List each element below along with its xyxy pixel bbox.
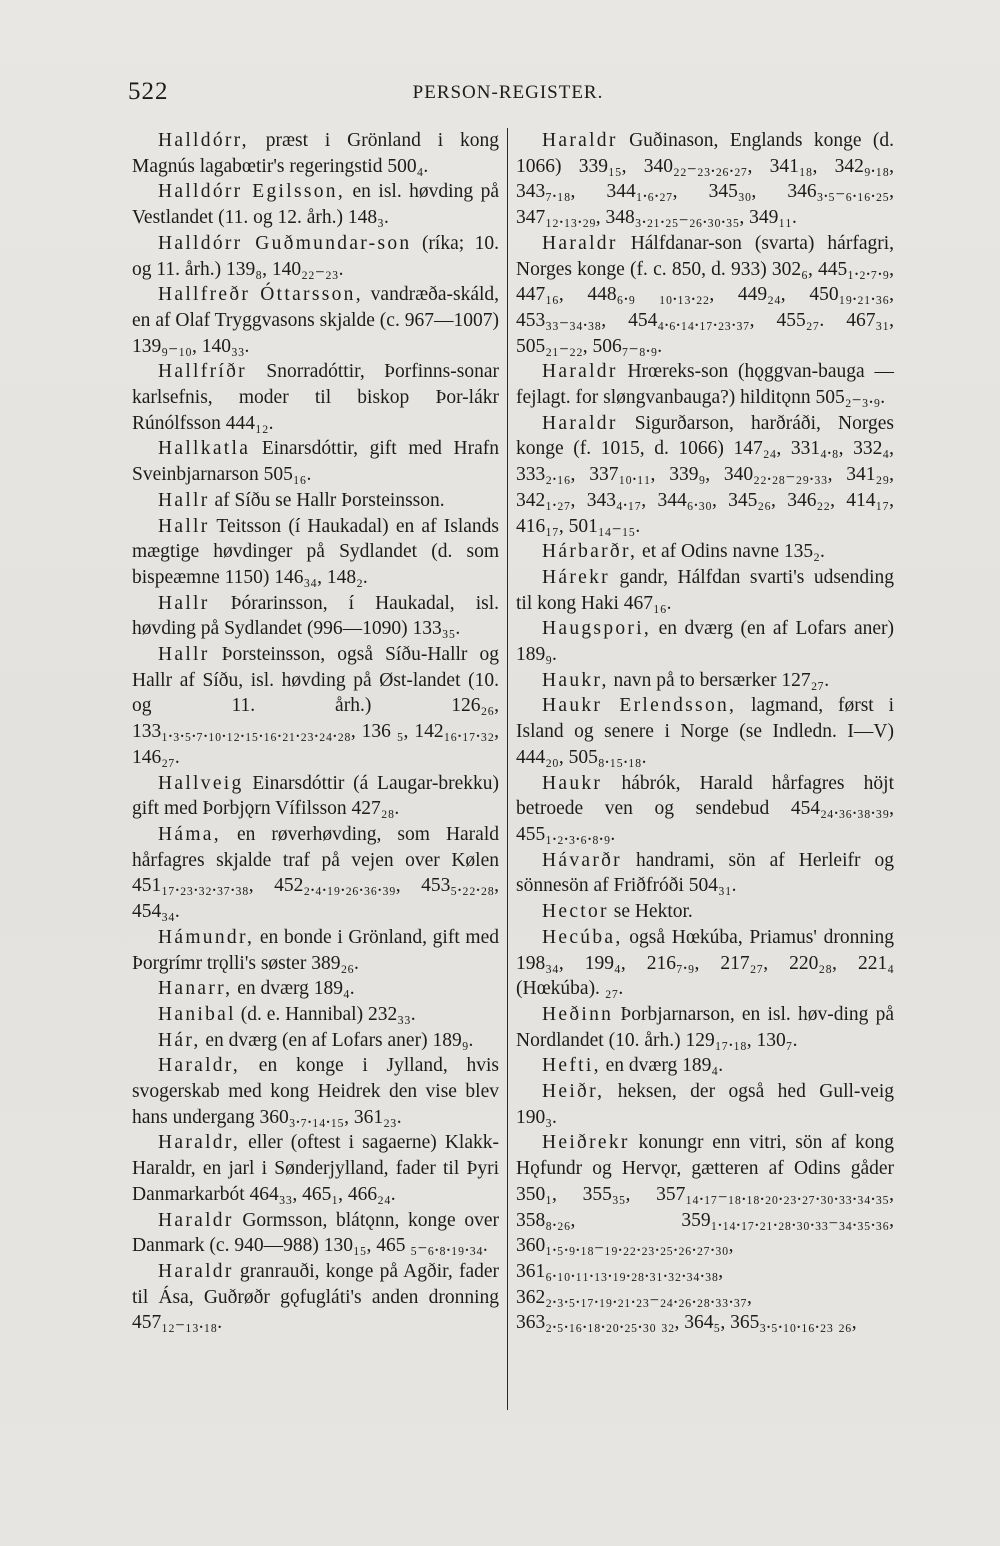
entry-text: (ríka; 10. og 11. årh.) 139₈, 140₂₂₋₂₃. bbox=[132, 232, 499, 280]
register-entry bbox=[132, 1002, 499, 1028]
entry-text: også Hœkúba, Priamus' dronning 198₃₄, 199₄, 216₇.₉, 217₂₇, 220₂₈, 221₄ (Hœkúba). ₂₇. bbox=[516, 926, 894, 1000]
entry-name: Haraldr bbox=[542, 361, 618, 383]
entry-name: Haukr Erlendsson, bbox=[542, 695, 737, 717]
register-entry bbox=[516, 1079, 894, 1130]
entry-name: Haraldr, bbox=[158, 1132, 241, 1154]
running-head: PERSON-REGISTER. bbox=[412, 82, 604, 103]
entry-text: lagmand, først i Island og senere i Norge (se Indledn. I—V) 444₂₀, 505₈.₁₅.₁₈. bbox=[516, 695, 894, 768]
register-entry bbox=[516, 539, 894, 565]
register-entry bbox=[132, 1259, 499, 1336]
entry-name: Hecúba, bbox=[542, 926, 623, 948]
entry-name: Hallfríðr bbox=[158, 361, 247, 383]
entry-text: en bonde i Grönland, gift med Þorgrímr trǫlli's søster 389₂₆. bbox=[132, 926, 500, 974]
entry-name: Háma, bbox=[158, 823, 221, 845]
register-entry bbox=[516, 848, 894, 899]
entry-text: Einarsdóttir, gift med Hrafn Sveinbjarnarson 505₁₆. bbox=[132, 438, 499, 486]
entry-name: Hallveig bbox=[158, 772, 244, 794]
entry-text: Hrœreks-son (hǫggvan-bauga — fejlagt. for sløngvanbauga?) hilditǫnn 505₂₋₃.₉. bbox=[516, 361, 895, 409]
register-entry bbox=[516, 411, 894, 540]
entry-name: Hallr bbox=[158, 515, 210, 537]
entry-name: Hefti, bbox=[542, 1055, 601, 1077]
entry-name: Halldórr Egilsson, bbox=[158, 181, 345, 203]
entry-name: Haraldr bbox=[542, 130, 618, 151]
entry-name: Halldórr Guðmundar-son bbox=[158, 232, 412, 254]
entry-name: Hallfreðr Óttarsson, bbox=[158, 284, 363, 306]
entry-text: en dværg (en af Lofars aner) 189₉. bbox=[516, 618, 894, 666]
entry-text: Þórarinsson, í Haukadal, isl. høvding på Sydlandet (996—1090) 133₃₅. bbox=[132, 592, 500, 640]
entry-name: Haugspori, bbox=[542, 618, 652, 640]
entry-name: Haraldr, bbox=[158, 1055, 241, 1077]
register-entry bbox=[516, 1053, 894, 1079]
register-entry bbox=[132, 231, 499, 282]
register-entry bbox=[132, 976, 499, 1002]
register-entry bbox=[516, 925, 894, 1002]
entry-name: Hanarr, bbox=[158, 978, 233, 1000]
register-entry bbox=[516, 565, 894, 616]
entry-text: handrami, sön af Herleifr og sönnesön af Friðfróði 504₃₁. bbox=[516, 849, 894, 897]
entry-text: (d. e. Hannibal) 232₃₃. bbox=[240, 1003, 416, 1025]
entry-text: vandræða-skáld, en af Olaf Tryggvasons skjalde (c. 967—1007) 139₉₋₁₀, 140₃₃. bbox=[132, 284, 500, 357]
entry-text: Gormsson, blátǫnn, konge over Danmark (c. 940—988) 130₁₅, 465 ₅₋₆.₈.₁₉.₃₄. bbox=[132, 1209, 499, 1257]
register-entry bbox=[516, 668, 894, 694]
entry-name: Hárekr bbox=[542, 566, 610, 588]
register-entry bbox=[516, 128, 894, 231]
entry-name: Haukr bbox=[542, 772, 603, 794]
entry-text: Teitsson (í Haukadal) en af Islands mægtige høvdinger på Sydlandet (d. som bispeæmne 1150) 146₃₄, 148₂. bbox=[132, 515, 499, 588]
entry-text: Snorradóttir, Þorfinns-sonar karlsefnis, moder til biskop Þor-lákr Rúnólfsson 444₁₂. bbox=[132, 361, 499, 434]
entry-text: Þorbjarnarson, en isl. høv-ding på Nordlandet (10. årh.) 129₁₇.₁₈, 130₇. bbox=[516, 1003, 894, 1051]
entry-text: gandr, Hálfdan svarti's udsending til kong Haki 467₁₆. bbox=[516, 566, 894, 614]
register-entry bbox=[132, 179, 499, 230]
entry-name: Heðinn bbox=[542, 1003, 614, 1025]
register-entry bbox=[516, 1130, 894, 1336]
right-column bbox=[516, 128, 894, 1336]
register-entry bbox=[132, 1130, 499, 1207]
entry-text: en dværg (en af Lofars aner) 189₉. bbox=[205, 1029, 474, 1051]
register-entry bbox=[132, 436, 499, 487]
page-number: 522 bbox=[128, 78, 169, 105]
entry-text: en isl. høvding på Vestlandet (11. og 12. årh.) 148₃. bbox=[132, 181, 499, 229]
entry-text: hábrók, Harald hårfagres höjt betroede ven og sendebud 454₂₄.₃₆.₃₈.₃₉, 455₁.₂.₃.₆.₈.₉. bbox=[516, 772, 894, 845]
column-divider bbox=[507, 128, 508, 1410]
entry-text: Einarsdóttir (á Laugar-brekku) gift med Þorbjǫrn Vífilsson 427₂₈. bbox=[132, 772, 499, 820]
register-entry bbox=[132, 642, 499, 771]
entry-name: Haraldr bbox=[542, 412, 618, 434]
entry-text: en røverhøvding, som Harald hårfagres skjalde traf på vejen over Kølen 451₁₇.₂₃.₃₂.₃₇.₃₈, 452₂.₄.₁₉.₂₆.₃₆.₃₉, 453₅.₂₂.₂₈, 454₃₄. bbox=[132, 823, 500, 923]
register-entry bbox=[132, 1208, 499, 1259]
entry-text: heksen, der også hed Gull-veig 190₃. bbox=[516, 1081, 895, 1128]
entry-text: en dværg 189₄. bbox=[605, 1055, 724, 1077]
entry-text: granrauði, konge på Agðir, fader til Ása, Guðrøðr gǫfugláti's anden dronning 457₁₂₋₁₃.₁₈. bbox=[132, 1260, 500, 1334]
entry-text: et af Odins navne 135₂. bbox=[642, 541, 825, 563]
register-entry bbox=[132, 925, 499, 976]
register-entry bbox=[132, 514, 499, 591]
entry-name: Hár, bbox=[158, 1029, 201, 1051]
entry-name: Haukr, bbox=[542, 669, 609, 691]
register-entry bbox=[132, 359, 499, 436]
register-entry bbox=[132, 822, 499, 925]
register-entry bbox=[516, 899, 894, 925]
register-entry bbox=[132, 282, 499, 359]
entry-text: konungr enn vitri, sön af kong Hǫfundr og Hervǫr, gætteren af Odins gåder 350₁, 355₃₅, 357₁₄.₁₇₋₁₈.₁₈.₂₀.₂₃.₂₇.₃₀.₃₃.₃₄.₃₅, 358₈.₂₆, 359₁.₁₄.₁₇.₂₁.₂₈.₃₀.₃₃₋₃₄.₃₅.₃₆, 360₁.₅.₉.₁₈₋₁₉.₂₂.₂₃.₂₅.₂₆.₂₇.₃₀, 361₆.₁₀.₁₁.₁₃.₁₉.₂₈.₃₁.₃₂.₃₄.₃₈, 362₂.₃.₅.₁₇.₁₉.₂₁.₂₃₋₂₄.₂₆.₂₈.₃₃.₃₇, 363₂.₅.₁₆.₁₈.₂₀.₂₅.₃₀ ₃₂, 364₅, 365₃.₅.₁₀.₁₆.₂₃ ₂₆, bbox=[516, 1132, 895, 1334]
entry-text: Guðinason, Englands konge (d. 1066) 339₁₅, 340₂₂₋₂₃.₂₆.₂₇, 341₁₈, 342₉.₁₈, 343₇.₁₈, 344₁.₆.₂₇, 345₃₀, 346₃.₅₋₆.₁₆.₂₅, 347₁₂.₁₃.₂₉, 348₃.₂₁.₂₅₋₂₆.₃₀.₃₅, 349₁₁. bbox=[516, 130, 894, 229]
entry-name: Hallr bbox=[158, 592, 210, 614]
entry-name: Hávarðr bbox=[542, 849, 622, 871]
entry-name: Hallr bbox=[158, 644, 210, 666]
register-entry bbox=[132, 488, 499, 514]
entry-name: Hámundr, bbox=[158, 926, 255, 948]
entry-text: en dværg 189₄. bbox=[237, 978, 355, 1000]
entry-name: Haraldr bbox=[542, 232, 618, 254]
entry-name: Hector bbox=[542, 901, 609, 923]
entry-text: en konge i Jylland, hvis svogerskab med kong Heidrek den vise blev hans undergang 360₃.₇.₁₄.₁₅, 361₂₃. bbox=[132, 1055, 499, 1128]
entry-name: Haraldr bbox=[158, 1260, 234, 1282]
entry-name: Hárbarðr, bbox=[542, 541, 638, 563]
left-column bbox=[132, 128, 499, 1336]
entry-text: Sigurðarson, harðráði, Norges konge (f. 1015, d. 1066) 147₂₄, 331₄.₈, 332₄, 333₂.₁₆, 337₁₀.₁₁, 339₉, 340₂₂.₂₈₋₂₉.₃₃, 341₂₉, 342₁.₂₇, 343₄.₁₇, 344₆.₃₀, 345₂₆, 346₂₂, 414₁₇, 416₁₇, 501₁₄₋₁₅. bbox=[516, 412, 894, 537]
entry-name: Halldórr, bbox=[158, 130, 249, 151]
entry-name: Haraldr bbox=[158, 1209, 234, 1231]
entry-name: Hallr bbox=[158, 489, 210, 511]
register-entry bbox=[516, 1002, 894, 1053]
register-entry bbox=[132, 128, 499, 179]
register-entry bbox=[516, 693, 894, 770]
entry-text: eller (oftest i sagaerne) Klakk-Haraldr, en jarl i Sønderjylland, fader til Þyri Danmarkarbót 464₃₃, 465₁, 466₂₄. bbox=[132, 1132, 499, 1205]
register-entry bbox=[132, 1053, 499, 1130]
entry-text: af Síðu se Hallr Þorsteinsson. bbox=[214, 489, 445, 511]
entry-name: Hallkatla bbox=[158, 438, 251, 460]
register-entry bbox=[132, 1028, 499, 1054]
entry-text: navn på to bersærker 127₂₇. bbox=[613, 669, 830, 691]
register-entry bbox=[132, 771, 499, 822]
entry-text: præst i Grönland i kong Magnús lagabœtir's regeringstid 500₄. bbox=[132, 130, 500, 177]
entry-name: Heiðrekr bbox=[542, 1132, 630, 1154]
entry-name: Heiðr, bbox=[542, 1081, 605, 1103]
register-entry bbox=[516, 231, 894, 360]
register-entry bbox=[516, 616, 894, 667]
entry-text: se Hektor. bbox=[613, 901, 693, 923]
page-header bbox=[128, 78, 888, 112]
register-entry bbox=[516, 771, 894, 848]
register-entry bbox=[516, 359, 894, 410]
entry-name: Hanibal bbox=[158, 1003, 236, 1025]
entry-text: Hálfdanar-son (svarta) hárfagri, Norges konge (f. c. 850, d. 933) 302₆, 445₁.₂.₇.₉, 447₁₆, 448₆.₉ ₁₀.₁₃.₂₂, 449₂₄, 450₁₉.₂₁.₃₆, 453₃₃₋₃₄.₃₈, 454₄.₆.₁₄.₁₇.₂₃.₃₇, 455₂₇. 467₃₁, 505₂₁₋₂₂, 506₇₋₈.₉. bbox=[516, 232, 895, 357]
entry-text: Þorsteinsson, også Síðu-Hallr og Hallr af Síðu, isl. høvding på Øst-landet (10. og 11. årh.) 126₂₆, 133₁.₃.₅.₇.₁₀.₁₂.₁₅.₁₆.₂₁.₂₃.₂₄.₂₈, 136 ₅, 142₁₆.₁₇.₃₂, 146₂₇. bbox=[132, 644, 499, 768]
register-entry bbox=[132, 591, 499, 642]
